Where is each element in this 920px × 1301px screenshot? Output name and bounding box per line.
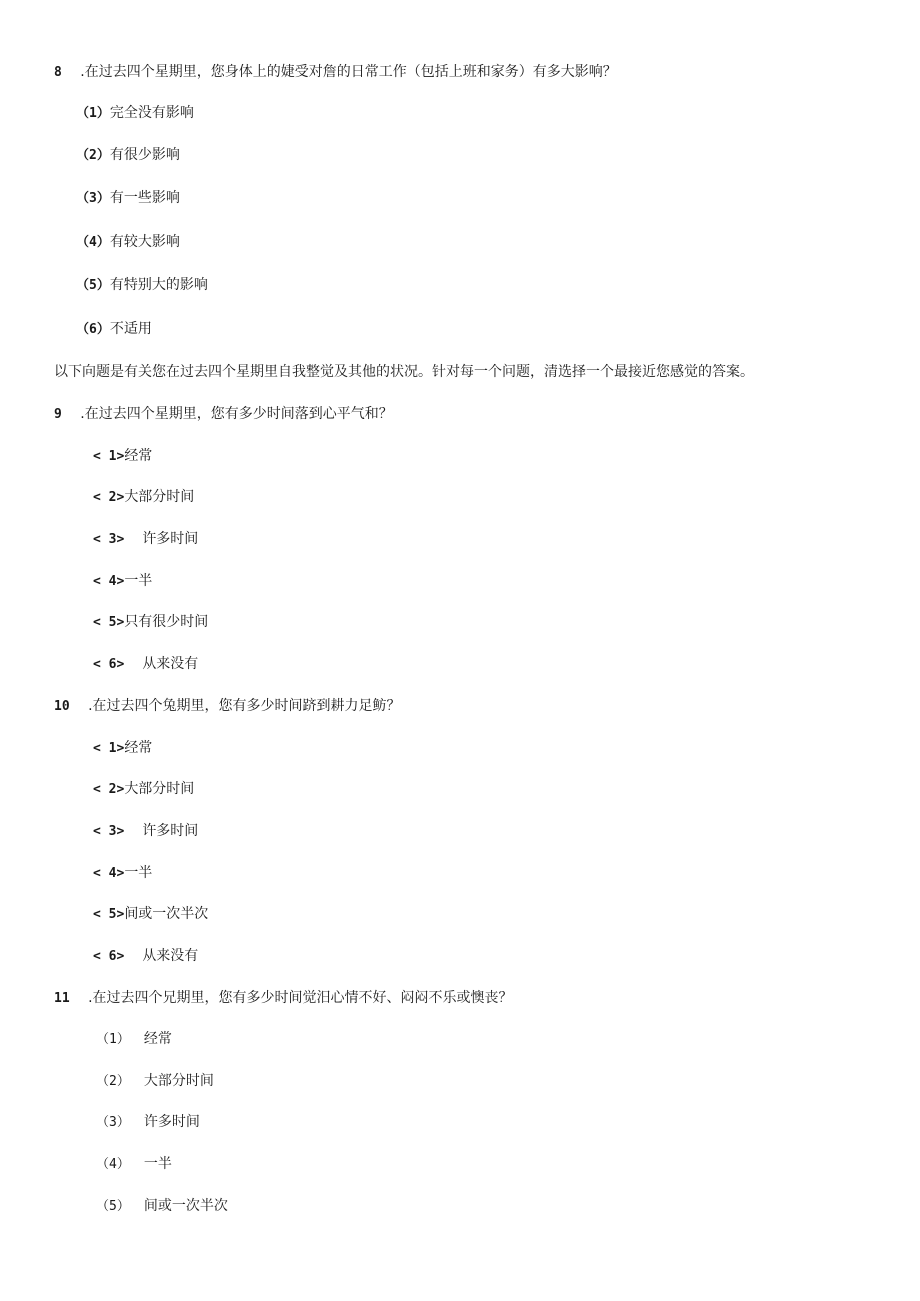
option-text: 经常 <box>124 448 153 464</box>
option-item[interactable] <box>76 319 152 339</box>
option-marker: < 4> <box>93 574 125 589</box>
question-9 <box>54 404 393 424</box>
option-item[interactable] <box>93 487 194 507</box>
option-item[interactable] <box>93 446 152 466</box>
option-item[interactable] <box>96 1071 214 1091</box>
option-text: 从来没有 <box>142 948 199 964</box>
option-text: 只有很少时间 <box>124 614 209 630</box>
question-text: .在过去四个星期里，您身体上的婕受对詹的日常工作（包括上班和家务）有多大影响？ <box>80 64 617 80</box>
option-text: 大部分时间 <box>124 781 195 797</box>
option-item[interactable] <box>76 103 194 123</box>
question-8 <box>54 62 617 82</box>
option-marker: （4） <box>76 235 110 250</box>
option-item[interactable] <box>93 863 152 883</box>
option-text: 完全没有影响 <box>109 105 194 121</box>
option-item[interactable] <box>93 571 152 591</box>
option-item[interactable] <box>96 1154 172 1174</box>
option-marker: < 2> <box>93 490 125 505</box>
option-text: 许多时间 <box>142 531 199 547</box>
option-item[interactable] <box>93 529 198 549</box>
option-text: 经常 <box>143 1031 172 1047</box>
option-marker: （5） <box>76 278 110 293</box>
option-item[interactable] <box>76 232 180 252</box>
option-marker: （5） <box>96 1199 130 1214</box>
question-number: 11 <box>54 991 70 1006</box>
option-item[interactable] <box>93 821 198 841</box>
option-marker: < 4> <box>93 866 125 881</box>
option-marker: （1） <box>96 1032 130 1047</box>
option-text: 有一些影响 <box>109 190 180 206</box>
option-text: 有较大影响 <box>109 234 180 250</box>
option-item[interactable] <box>76 145 180 165</box>
option-item[interactable] <box>96 1196 228 1216</box>
option-item[interactable] <box>93 779 194 799</box>
option-marker: （3） <box>96 1115 130 1130</box>
question-number: 8 <box>54 65 62 80</box>
question-number: 9 <box>54 407 62 422</box>
option-marker: < 5> <box>93 615 125 630</box>
option-marker: < 5> <box>93 907 125 922</box>
question-number: 10 <box>54 699 70 714</box>
option-marker: （2） <box>76 148 110 163</box>
option-marker: （6） <box>76 322 110 337</box>
option-text: 间或一次半次 <box>143 1198 228 1214</box>
question-text: .在过去四个兄期里，您有多少时间觉汨心情不好、闷闷不乐或懊丧？ <box>88 990 513 1006</box>
option-marker: < 6> <box>93 949 125 964</box>
option-text: 许多时间 <box>142 823 199 839</box>
option-text: 大部分时间 <box>124 489 195 505</box>
question-10 <box>54 696 401 716</box>
option-marker: < 1> <box>93 741 125 756</box>
option-item[interactable] <box>93 654 198 674</box>
option-text: 大部分时间 <box>143 1073 214 1089</box>
option-text: 不适用 <box>109 321 152 337</box>
option-text: 一半 <box>143 1156 172 1172</box>
section-intro: 以下向题是有关您在过去四个星期里自我整觉及其他的状况。针对每一个问题，清选择一个最接近您感觉的答案。 <box>54 364 754 380</box>
option-text: 间或一次半次 <box>124 906 209 922</box>
option-text: 有很少影响 <box>109 147 180 163</box>
option-text: 经常 <box>124 740 153 756</box>
option-marker: < 3> <box>93 532 125 547</box>
option-text: 有特别大的影响 <box>109 277 208 293</box>
option-text: 一半 <box>124 573 153 589</box>
option-item[interactable] <box>93 946 198 966</box>
option-item[interactable] <box>96 1029 172 1049</box>
option-text: 从来没有 <box>142 656 199 672</box>
option-marker: （2） <box>96 1074 130 1089</box>
option-marker: （1） <box>76 106 110 121</box>
option-text: 一半 <box>124 865 153 881</box>
option-marker: （4） <box>96 1157 130 1172</box>
option-marker: （3） <box>76 191 110 206</box>
option-item[interactable] <box>93 612 208 632</box>
option-item[interactable] <box>76 188 180 208</box>
option-item[interactable] <box>96 1112 200 1132</box>
question-text: .在过去四个兔期里，您有多少时间跻到耕力足鲂？ <box>88 698 401 714</box>
option-text: 许多时间 <box>143 1114 200 1130</box>
option-item[interactable] <box>93 738 152 758</box>
question-11 <box>54 988 513 1008</box>
option-item[interactable] <box>76 275 208 295</box>
option-marker: < 1> <box>93 449 125 464</box>
option-marker: < 3> <box>93 824 125 839</box>
option-marker: < 2> <box>93 782 125 797</box>
question-text: .在过去四个星期里，您有多少时间落到心平气和？ <box>80 406 393 422</box>
option-item[interactable] <box>93 904 208 924</box>
option-marker: < 6> <box>93 657 125 672</box>
